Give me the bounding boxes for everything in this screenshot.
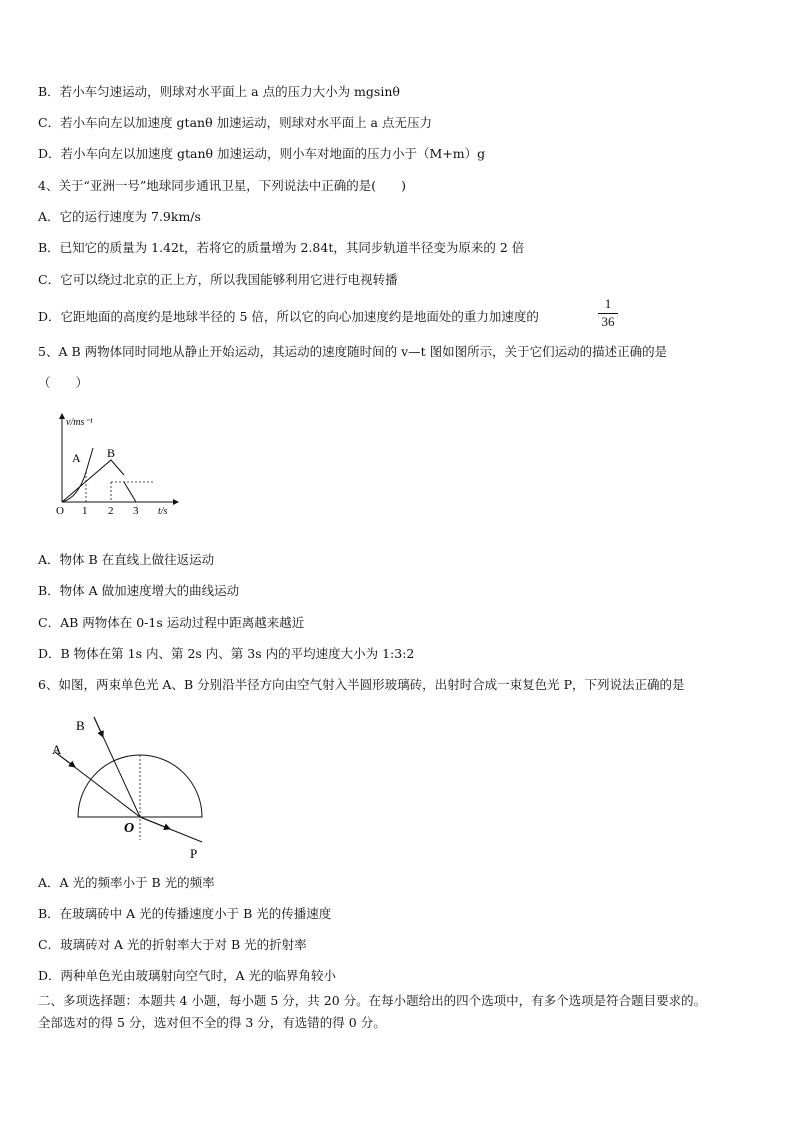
section-2-heading: 二、多项选择题：本题共 4 小题，每小题 5 分，共 20 分。在每小题给出的四个选项中，有多个选项是符合题目要求的。 — [38, 993, 707, 1008]
optics-label-o: O — [124, 821, 135, 836]
fraction-numerator: 1 — [604, 296, 612, 311]
q3-option-d: D．若小车向左以加速度 gtanθ 加速运动，则小车对地面的压力小于（M+m）g — [38, 146, 486, 161]
q4-option-c: C．它可以绕过北京的正上方，所以我国能够利用它进行电视转播 — [38, 272, 398, 287]
vt-label-a: A — [72, 451, 81, 465]
q4-option-a: A．它的运行速度为 7.9km/s — [38, 209, 201, 224]
vt-tick-2: 2 — [108, 505, 114, 517]
q6-option-c: C．玻璃砖对 A 光的折射率大于对 B 光的折射率 — [38, 937, 307, 952]
optics-label-a: A — [52, 742, 62, 757]
q6-option-d: D．两种单色光由玻璃射向空气时，A 光的临界角较小 — [38, 968, 337, 983]
fraction-one-over-36 — [596, 296, 620, 330]
vt-line-b-tail — [124, 482, 136, 502]
vt-label-b: B — [107, 446, 116, 460]
q5-answer-paren: （ ） — [38, 375, 89, 390]
vt-graph-figure — [50, 410, 190, 520]
section-2-scoring: 全部选对的得 5 分，选对但不全的得 3 分，有选错的得 0 分。 — [38, 1015, 386, 1030]
vt-line-b — [62, 460, 124, 502]
vt-tick-1: 1 — [82, 505, 88, 517]
q5-option-a: A．物体 B 在直线上做往返运动 — [38, 552, 215, 567]
q5-option-c: C．AB 两物体在 0-1s 运动过程中距离越来越近 — [38, 615, 305, 630]
q3-option-b: B．若小车匀速运动，则球对水平面上 a 点的压力大小为 mgsinθ — [38, 84, 400, 99]
ray-b-arrow — [94, 717, 103, 737]
q5-option-b: B．物体 A 做加速度增大的曲线运动 — [38, 583, 240, 598]
vt-tick-3: 3 — [133, 505, 139, 517]
q5-stem: 5、A B 两物体同时同地从静止开始运动，其运动的速度随时间的 v—t 图如图所示，关于它们运动的描述正确的是 — [38, 344, 668, 359]
optics-label-b: B — [76, 718, 85, 733]
q6-option-b: B．在玻璃砖中 A 光的传播速度小于 B 光的传播速度 — [38, 906, 332, 921]
q4-option-b: B．已知它的质量为 1.42t，若将它的质量增为 2.84t，其同步轨道半径变为原来的 2 倍 — [38, 240, 525, 255]
q6-stem: 6、如图，两束单色光 A、B 分别沿半径方向由空气射入半圆形玻璃砖，出射时合成一束复色光 P，下列说法正确的是 — [38, 677, 685, 692]
q6-option-a: A．A 光的频率小于 B 光的频率 — [38, 875, 215, 890]
q4-option-d: D．它距地面的高度约是地球半径的 5 倍，所以它的向心加速度约是地面处的重力加速度的 — [38, 309, 539, 324]
vt-y-label: v/ms⁻¹ — [66, 417, 93, 428]
q5-option-d: D．B 物体在第 1s 内、第 2s 内、第 3s 内的平均速度大小为 1:3:2 — [38, 646, 415, 661]
optics-figure — [40, 712, 220, 862]
ray-p-arrow — [140, 817, 170, 829]
q4-stem: 4、关于“亚洲一号”地球同步通讯卫星，下列说法中正确的是( ) — [38, 178, 406, 193]
vt-origin-label: O — [56, 505, 64, 517]
q3-option-c: C．若小车向左以加速度 gtanθ 加速运动，则球对水平面上 a 点无压力 — [38, 115, 432, 130]
fraction-denominator: 36 — [601, 314, 615, 329]
vt-x-label: t/s — [158, 506, 168, 517]
optics-label-p: P — [190, 846, 198, 861]
